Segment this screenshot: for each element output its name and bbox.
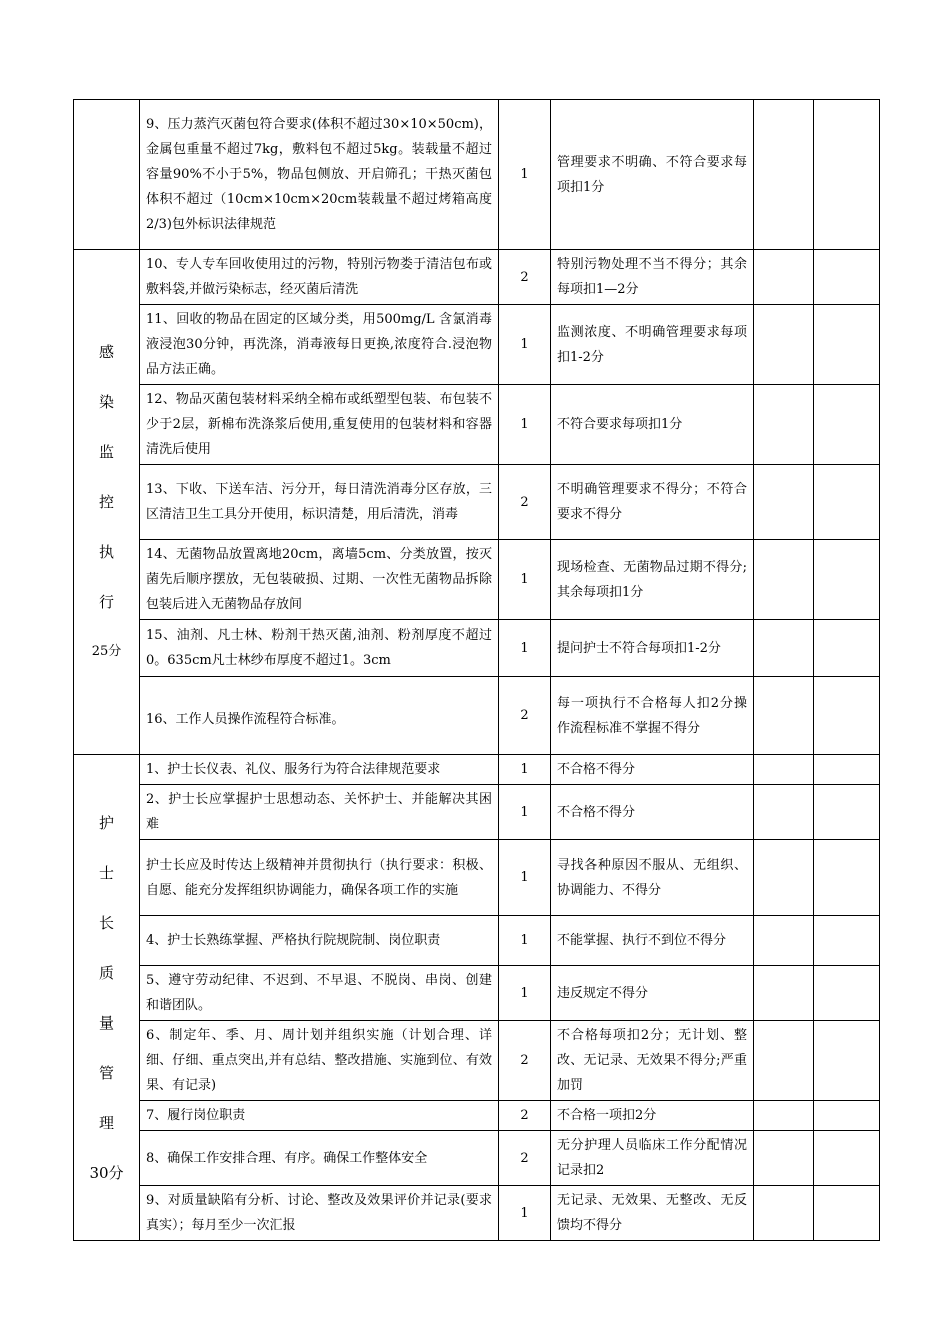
score-value: 1 (499, 755, 551, 785)
category-char: 量 (98, 1013, 114, 1032)
deduction-standard: 违反规定不得分 (551, 966, 754, 1021)
score-value: 2 (499, 677, 551, 755)
criterion-text: 1、护士长仪表、礼仪、服务行为符合法律规范要求 (140, 755, 499, 785)
category-cell-infection-control (74, 250, 140, 755)
score-value: 2 (499, 1021, 551, 1101)
blank-cell (814, 1101, 880, 1131)
scoring-table (73, 99, 880, 1241)
table-row (74, 385, 880, 465)
criterion-text: 13、下收、下送车洁、污分开，每日清洗消毒分区存放，三区清洁卫生工具分开使用，标识清楚，用后清洗，消毒 (140, 465, 499, 540)
blank-cell (754, 540, 814, 620)
category-char: 长 (98, 913, 114, 932)
blank-cell (814, 100, 880, 250)
deduction-standard: 不合格不得分 (551, 755, 754, 785)
category-char: 感 (98, 343, 114, 361)
deduction-standard: 不能掌握、执行不到位不得分 (551, 916, 754, 966)
criterion-text: 10、专人专车回收使用过的污物，特别污物娄于清洁包布或敷料袋,并做污染标志，经灭菌后清洗 (140, 250, 499, 305)
score-value: 1 (499, 540, 551, 620)
category-cell-head-nurse-quality (74, 755, 140, 1241)
deduction-standard: 不合格一项扣2分 (551, 1101, 754, 1131)
blank-cell (814, 250, 880, 305)
blank-cell (814, 1131, 880, 1186)
criterion-text: 7、履行岗位职责 (140, 1101, 499, 1131)
deduction-standard: 不合格每项扣2分；无计划、整改、无记录、无效果不得分;严重加罚 (551, 1021, 754, 1101)
category-char: 控 (98, 493, 114, 511)
category-char: 管 (98, 1063, 114, 1082)
blank-cell (754, 840, 814, 916)
deduction-standard: 不符合要求每项扣1分 (551, 385, 754, 465)
table-row (74, 677, 880, 755)
table-row (74, 540, 880, 620)
table-row (74, 755, 880, 785)
blank-cell (814, 785, 880, 840)
blank-cell (754, 755, 814, 785)
criterion-text: 2、护士长应掌握护士思想动态、关怀护士、并能解决其困难 (140, 785, 499, 840)
blank-cell (754, 1186, 814, 1241)
score-value: 2 (499, 250, 551, 305)
criterion-text: 15、油剂、凡士林、粉剂干热灭菌,油剂、粉剂厚度不超过0。635cm凡士林纱布厚度不超过1。3cm (140, 620, 499, 677)
blank-cell (814, 1186, 880, 1241)
table-row (74, 1131, 880, 1186)
blank-cell (814, 677, 880, 755)
deduction-standard: 提问护士不符合每项扣1-2分 (551, 620, 754, 677)
blank-cell (754, 1131, 814, 1186)
score-value: 1 (499, 785, 551, 840)
table-row (74, 465, 880, 540)
criterion-text: 11、回收的物品在固定的区域分类，用500mg/L 含氯消毒液浸泡30分钟，再洗涤，消毒液每日更换,浓度符合.浸泡物品方法正确。 (140, 305, 499, 385)
table-row (74, 620, 880, 677)
blank-cell (754, 1021, 814, 1101)
criterion-text: 9、对质量缺陷有分析、讨论、整改及效果评价并记录(要求真实）；每月至少一次汇报 (140, 1186, 499, 1241)
blank-cell (814, 465, 880, 540)
category-score: 25分 (91, 644, 122, 659)
blank-cell (754, 785, 814, 840)
blank-cell (754, 465, 814, 540)
criterion-text: 8、确保工作安排合理、有序。确保工作整体安全 (140, 1131, 499, 1186)
blank-cell (754, 677, 814, 755)
blank-cell (814, 1021, 880, 1101)
score-value: 2 (499, 1131, 551, 1186)
blank-cell (814, 755, 880, 785)
blank-cell (814, 385, 880, 465)
category-char: 士 (98, 863, 114, 882)
category-score: 30分 (89, 1163, 124, 1182)
deduction-standard: 管理要求不明确、不符合要求每项扣1分 (551, 100, 754, 250)
blank-cell (814, 916, 880, 966)
category-char: 染 (98, 393, 114, 411)
table-row (74, 785, 880, 840)
table-row (74, 100, 880, 250)
table-row (74, 966, 880, 1021)
blank-cell (754, 305, 814, 385)
score-value: 1 (499, 916, 551, 966)
table-row (74, 1186, 880, 1241)
blank-cell (754, 385, 814, 465)
table-row (74, 1101, 880, 1131)
criterion-text: 4、护士长熟练掌握、严格执行院规院制、岗位职责 (140, 916, 499, 966)
blank-cell (754, 250, 814, 305)
table-row (74, 916, 880, 966)
criterion-text: 6、制定年、季、月、周计划并组织实施（计划合理、详细、仔细、重点突出,并有总结、整改措施、实施到位、有效果、有记录) (140, 1021, 499, 1101)
deduction-standard: 现场检查、无菌物品过期不得分;其余每项扣1分 (551, 540, 754, 620)
criterion-text: 14、无菌物品放置离地20cm，离墙5cm、分类放置，按灭菌先后顺序摆放，无包装破损、过期、一次性无菌物品拆除包装后进入无菌物品存放间 (140, 540, 499, 620)
blank-cell (814, 540, 880, 620)
score-value: 1 (499, 305, 551, 385)
score-value: 1 (499, 100, 551, 250)
score-value: 2 (499, 1101, 551, 1131)
deduction-standard: 不明确管理要求不得分；不符合要求不得分 (551, 465, 754, 540)
blank-cell (814, 840, 880, 916)
criterion-text: 12、物品灭菌包装材料采纳全棉布或纸塑型包装、布包装不少于2层，新棉布洗涤浆后使用,重复使用的包装材料和容器清洗后使用 (140, 385, 499, 465)
deduction-standard: 不合格不得分 (551, 785, 754, 840)
category-cell-empty (74, 100, 140, 250)
category-char: 护 (98, 813, 114, 832)
blank-cell (814, 966, 880, 1021)
blank-cell (754, 1101, 814, 1131)
category-char: 理 (98, 1113, 114, 1132)
criterion-text: 9、压力蒸汽灭菌包符合要求(体积不超过30×10×50cm)，金属包重量不超过7kg，敷料包不超过5kg。装载量不超过容量90%不小于5%，物品包侧放、开启筛孔；干热灭菌包体积不超过（10cm×10cm×20cm装载量不超过烤箱高度 2/3)包外标识法律规范 (140, 100, 499, 250)
blank-cell (754, 916, 814, 966)
category-char: 质 (98, 963, 114, 982)
blank-cell (754, 620, 814, 677)
table-row (74, 250, 880, 305)
category-char: 监 (98, 443, 114, 461)
blank-cell (754, 966, 814, 1021)
score-value: 1 (499, 840, 551, 916)
table-row (74, 1021, 880, 1101)
category-char: 执 (98, 543, 114, 561)
criterion-text: 16、工作人员操作流程符合标准。 (140, 677, 499, 755)
deduction-standard: 每一项执行不合格每人扣2分操作流程标准不掌握不得分 (551, 677, 754, 755)
score-value: 1 (499, 1186, 551, 1241)
blank-cell (814, 620, 880, 677)
blank-cell (814, 305, 880, 385)
score-value: 2 (499, 465, 551, 540)
deduction-standard: 无记录、无效果、无整改、无反馈均不得分 (551, 1186, 754, 1241)
score-value: 1 (499, 385, 551, 465)
criterion-text: 5、遵守劳动纪律、不迟到、不早退、不脱岗、串岗、创建和谐团队。 (140, 966, 499, 1021)
blank-cell (754, 100, 814, 250)
deduction-standard: 寻找各种原因不服从、无组织、协调能力、不得分 (551, 840, 754, 916)
deduction-standard: 特别污物处理不当不得分；其余每项扣1—2分 (551, 250, 754, 305)
criterion-text: 护士长应及时传达上级精神并贯彻执行（执行要求：积极、自愿、能充分发挥组织协调能力，确保各项工作的实施 (140, 840, 499, 916)
table-row (74, 840, 880, 916)
score-value: 1 (499, 966, 551, 1021)
category-char: 行 (98, 593, 114, 611)
table-row (74, 305, 880, 385)
deduction-standard: 无分护理人员临床工作分配情况记录扣2 (551, 1131, 754, 1186)
score-value: 1 (499, 620, 551, 677)
deduction-standard: 监测浓度、不明确管理要求每项扣1-2分 (551, 305, 754, 385)
